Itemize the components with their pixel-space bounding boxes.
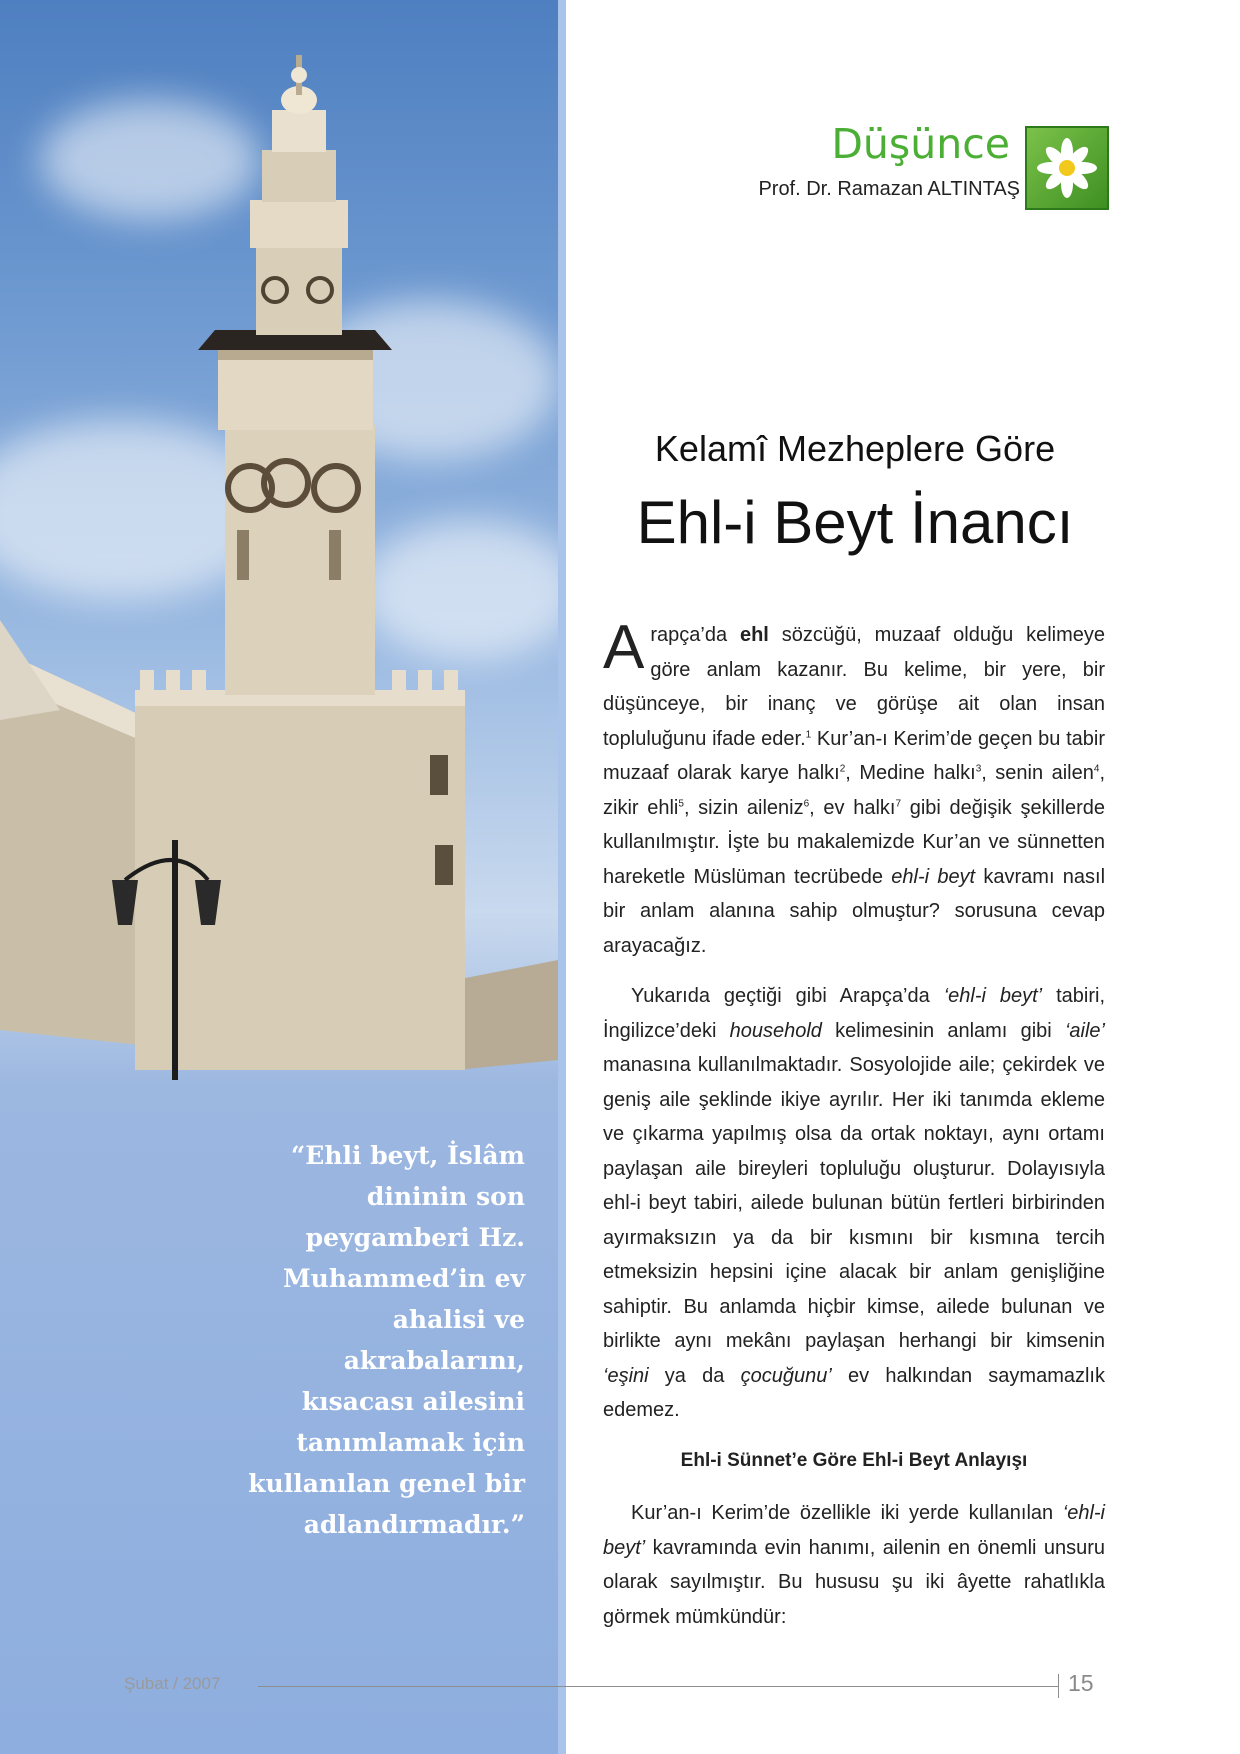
text-run: Kur’an-ı Kerim’de özellikle iki yerde kullanılan (631, 1502, 1063, 1524)
text-run: , ev halkı (809, 796, 896, 819)
text-run: rapça’da (650, 624, 740, 646)
italic-term: household (729, 1019, 822, 1042)
footer-rule (258, 1686, 1058, 1687)
drop-cap: A (603, 613, 645, 682)
text-run: Yukarıda geçtiği gibi Arapça’da (631, 985, 944, 1007)
footnote-ref: 2 (839, 763, 846, 775)
text-run: ev halkından saymamazlık edemez. (603, 1364, 1105, 1421)
text-run: kavramında evin hanımı, ailenin en önemli unsuru olarak sayılmıştır. Bu hususu şu iki âyette rahatlıkla görmek mümkündür: (603, 1536, 1105, 1628)
text-run: , senin ailen (981, 762, 1094, 784)
italic-term: çocuğunu’ (740, 1364, 832, 1387)
section-subheading: Ehl-i Sünnet’e Göre Ehl-i Beyt Anlayışı (680, 1449, 1028, 1471)
pull-quote: “Ehli beyt, İslâm dininin son peygamberi Hz. Muhammed’in ev ahalisi ve akrabalarını, kısacası ailesini tanımlamak için kullanılan genel bir adlandırmadır.” (248, 1141, 525, 1539)
footnote-ref: 7 (895, 797, 902, 809)
text-run: kelimesinin anlamı gibi (821, 1019, 1065, 1042)
paragraph-1 (603, 613, 1106, 963)
paragraph-2 (603, 979, 1105, 1428)
text-run: , sizin aileniz (683, 796, 804, 819)
footer-tick (1058, 1674, 1059, 1698)
footnote-ref: 4 (1093, 763, 1100, 775)
footnote-ref: 5 (678, 797, 684, 809)
article-body (603, 613, 1106, 1650)
minaret-illustration (0, 0, 558, 1100)
italic-term: ‘eşini (603, 1364, 649, 1387)
cover-photo-minaret (0, 0, 558, 1754)
italic-term: ‘aile’ (1064, 1019, 1105, 1042)
bold-term: ehl (739, 624, 769, 646)
section-label: Düşünce (831, 120, 1010, 168)
text-run: ya da (648, 1364, 741, 1387)
footnote-ref: 6 (803, 797, 810, 809)
text-run: tabiri, İngilizce’deki (603, 985, 1106, 1042)
article-subtitle: Kelamî Mezheplere Göre (654, 428, 1056, 469)
italic-term: ‘ehl-i beyt’ (603, 1502, 1105, 1559)
paragraph-3 (603, 1496, 1105, 1634)
page-number: 15 (1068, 1670, 1094, 1696)
text-run: manasına kullanılmaktadır. Sosyolojide aile; çekirdek ve geniş aile şeklinde ikiye ayrılır. Her iki tanımda ekleme ve çıkarma yapılmış olsa da ortak noktayı, aynı ortamı paylaşan aile bireyleri topluluğu oluşturur. Dolayısıyla ehl-i beyt tabiri, ailede bulunan bütün fertleri birbirinden ayırmaksızın ya da bir kısmını bir kısmına tercih etmeksizin hepsini içine alacak bir anlam genişliğine sahiptir. Bu anlamda hiçbir kimse, ailede bulunan ve birlikte aynı mekânı paylaşan herhangi bir kimsenin (603, 1054, 1105, 1352)
daisy-icon (1025, 126, 1109, 210)
text-run: kavramı nasıl bir anlam alanına sahip olmuştur? sorusuna cevap arayacağız. (603, 865, 1106, 957)
italic-term: ‘ehl-i beyt’ (943, 985, 1043, 1007)
text-run: sözcüğü, muzaaf olduğu kelimeye göre anlam kazanır. Bu kelime, bir yere, bir düşünceye, bir inanç ve görüşe ait olan insan topluluğunu ifade eder. (603, 624, 1105, 750)
issue-date: Şubat / 2007 (124, 1674, 221, 1693)
footnote-ref: 3 (975, 763, 982, 775)
text-run: gibi değişik şekillerde kullanılmıştır. İşte bu makalemizde Kur’an ve sünnetten hareketle Müslüman tecrübede (603, 796, 1105, 888)
text-run: Kur’an-ı Kerim’de geçen bu tabir muzaaf olarak karye halkı (603, 727, 1105, 784)
footnote-ref: 1 (805, 728, 812, 740)
author-name: Prof. Dr. Ramazan ALTINTAŞ (758, 178, 1020, 200)
text-run: , Medine halkı (845, 762, 976, 784)
article-title: Ehl-i Beyt İnancı (636, 489, 1074, 556)
text-run: , zikir ehli (603, 762, 1105, 819)
column-divider (558, 0, 566, 1754)
italic-term: ehl-i beyt (891, 865, 976, 888)
